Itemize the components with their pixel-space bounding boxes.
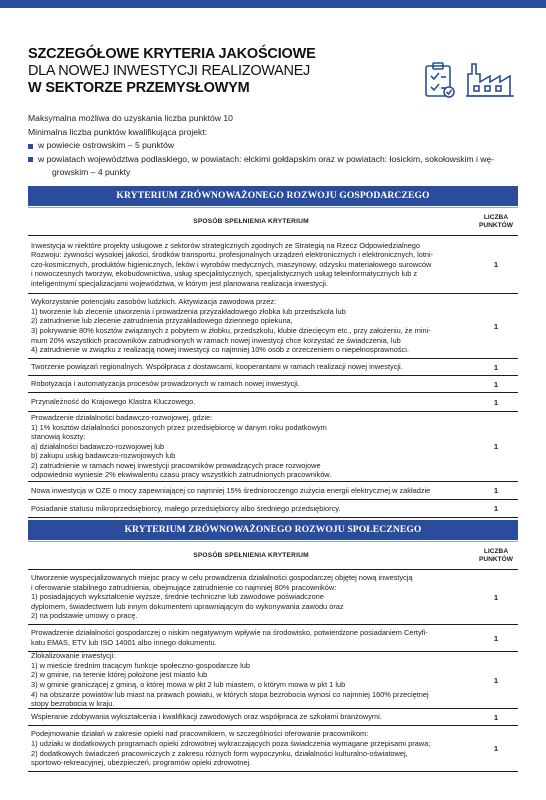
criterion-text: Wspieranie zdobywania wykształcenia i kwalifikacji zawodowych oraz współpraca ze szkołami branżowymi. bbox=[31, 712, 382, 722]
table-row bbox=[28, 294, 518, 359]
criterion-points: 1 bbox=[493, 321, 499, 331]
criterion-text: Inwestycja w niektóre projekty usługowe z sektorów strategicznych zgodnych ze Strategią na Rzecz Odpowiedzialnego Rozwoju: żywności wysokiej jakości, środków transportu, profesjonalnych urządzeń elektronicznych i elektronicznych, lotni- czo-kosmicznych, produktów higienicznych, leków i wyrobów medycznych, maszynowy, odzysku materiałowego surowców i nowoczesnych tworzyw, ekobudownictwa, usług specjalistycznych, specjalistycznych usług teleinformatycznych lub z inteligentnymi specjalizacjami województwa, w którym jest planowana realizacja inwestycji. bbox=[31, 240, 434, 288]
criterion-text: Prowadzenie działalności badawczo-rozwojowej, gdzie: 1) 1% kosztów działalności ponoszonych przez przedsiębiorcę w danym roku podatkowym stanowią koszty: a) działalności badawczo-rozwojowej lub b) zakupu usług badawczo-rozwojowych lub 2) zatrudnienie w ramach nowej inwestycji pracowników prowadzących prace rozwojowe odpowiednio wyniesie 2% ekwiwalentu czasu pracy wszystkich zatrudnionych pracowników. bbox=[31, 412, 332, 480]
criterion-points: 1 bbox=[493, 675, 499, 685]
points-info bbox=[28, 112, 518, 180]
criterion-points: 1 bbox=[493, 379, 499, 389]
bullet-ostrowski: w powiecie ostrowskim – 5 punktów bbox=[28, 139, 518, 153]
title-line-1: SZCZEGÓŁOWE KRYTERIA JAKOŚCIOWE bbox=[28, 46, 316, 62]
header-icons bbox=[422, 60, 522, 100]
criterion-points: 1 bbox=[493, 633, 499, 643]
criterion-text: Posiadanie statusu mikroprzedsiębiorcy, małego przedsiębiorcy albo średniego przedsiębiorcy. bbox=[31, 503, 341, 513]
criterion-text: Utworzenie wyspecjalizowanych miejsc pracy w celu prowadzenia działalności gospodarczej objętej nową inwestycją i oferowanie stabilnego zatrudnienia, obejmujące zatrudnienie co najmniej 80% pracowników: 1) posiadających wykształcenie wyższe, średnie techniczne lub zawodowe poświadczone dyplomem, świadectwem lub innym dokumentem uprawniającym do wykonywania zawodu oraz 2) na podstawie umowy o pracę. bbox=[31, 573, 413, 621]
criterion-points: 1 bbox=[493, 592, 499, 602]
criterion-points: 1 bbox=[493, 260, 499, 269]
bullet-podlaskie-cont: growskim – 4 punkty bbox=[52, 167, 131, 178]
column-header-points: LICZBA PUNKTÓW bbox=[478, 547, 514, 563]
criterion-points: 1 bbox=[493, 362, 499, 372]
criterion-text: Robotyzacja i automatyzacja procesów prowadzonych w ramach nowej inwestycji. bbox=[31, 379, 300, 389]
criteria-table-economic bbox=[28, 207, 518, 518]
criterion-points: 1 bbox=[493, 486, 499, 495]
criterion-text: Przynależność do Krajowego Klastra Kluczowego. bbox=[31, 397, 196, 407]
criterion-text: Wykorzystanie potencjału zasobów ludzkich. Aktywizacja zawodowa przez: 1) tworzenie lub zlecenie utworzenia i prowadzenia przyzakładowego żłobka lub przedszkola lub 2) zatrudnienie lub zlecenie zatrudnienia przyzakładowego dziennego opiekuna, 3) pokrywanie 80% kosztów związanych z pobytem w żłobku, przedszkolu, klubie dziecięcym etc., przy założeniu, że mini- mum 20% wszystkich pracowników zatrudnionych w ramach nowej inwestycji chce korzystać ze świadczenia, lub 4) zatrudnienie w związku z realizacją nowej inwestycji co najmniej 10% osób z orzeczeniem o niepełnosprawności. bbox=[31, 297, 431, 355]
page-title bbox=[28, 46, 408, 97]
title-line-3: W SEKTORZE PRZEMYSŁOWYM bbox=[28, 80, 250, 96]
column-header-method: SPOSÓB SPEŁNIENIA KRYTERIUM bbox=[193, 218, 309, 225]
section-title-economic: KRYTERIUM ZRÓWNOWAŻONEGO ROZWOJU GOSPODARCZEGO bbox=[28, 186, 518, 206]
criterion-text: Nowa inwestycja w OZE o mocy zapewniającej co najmniej 15% średnioroczengo zużycia energii elektrycznej w zakładzie bbox=[31, 485, 431, 495]
criterion-text: Podejmowanie działań w zakresie opieki nad pracownikiem, w szczególności oferowanie pracownikom: 1) udziału w dodatkowych programach opieki zdrowotnej wykraczających poza świadczenia wymagane przepisami prawa; 2) dodatkowych świadczeń pracowniczych z zakresu różnych form wypoczynku, działalności kulturalno-oświatowej, sportowo-rekreacyjnej, ubezpieczeń, programów opieki zdrowotnej. bbox=[31, 729, 431, 768]
criterion-points: 1 bbox=[493, 442, 499, 451]
criterion-text: Tworzenie powiązań regionalnych. Współpraca z dostawcami, kooperantami w ramach realizacji nowej inwestycji. bbox=[31, 362, 403, 372]
criterion-points: 1 bbox=[493, 744, 499, 753]
min-points-text: Minimalna liczba punktów kwalifikująca projekt: bbox=[28, 126, 208, 137]
table-row bbox=[28, 412, 518, 482]
table-row bbox=[28, 570, 518, 625]
column-header-method: SPOSÓB SPEŁNIENIA KRYTERIUM bbox=[193, 552, 309, 559]
table-row bbox=[28, 482, 518, 500]
table-header bbox=[28, 542, 518, 570]
bullet-podlaskie: w powiatach województwa podlaskiego, w powiatach: ełckimi gołdapskim oraz w powiatach: łosickim, sokołowskim i wę- bbox=[28, 153, 518, 167]
max-points-text: Maksymalna możliwa do uzyskania liczba punktów 10 bbox=[28, 113, 233, 123]
factory-icon bbox=[466, 64, 514, 96]
criterion-points: 1 bbox=[493, 712, 499, 722]
table-row bbox=[28, 726, 518, 772]
criterion-points: 1 bbox=[493, 397, 499, 407]
table-row bbox=[28, 376, 518, 393]
section-title-social: KRYTERIUM ZRÓWNOWAŻONEGO ROZWOJU SPOŁECZNEGO bbox=[28, 520, 518, 540]
title-line-2: DLA NOWEJ INWESTYCJI REALIZOWANEJ bbox=[28, 63, 311, 79]
top-accent-bar bbox=[0, 0, 546, 8]
table-header bbox=[28, 208, 518, 236]
criterion-points: 1 bbox=[493, 504, 499, 513]
table-row bbox=[28, 500, 518, 518]
criteria-table-social bbox=[28, 541, 518, 772]
table-row bbox=[28, 236, 518, 294]
criterion-text: Zlokalizowanie inwestycji: 1) w mieście średnim tracącym funkcje społeczno-gospodarcze lub 2) w gminie, na terenie której położone jest miasto lub 3) w gminie graniczącej z gminą, o której mowa w pkt 2 lub miastem, o którym mowa w pkt 1 lub 4) na obszarze powiatów lub miast na prawach powiatu, w których stopa bezrobocia wynosi co najmniej 160% przeciętnej stopy bezrobocia w kraju. bbox=[31, 651, 429, 709]
column-header-points: LICZBA PUNKTÓW bbox=[478, 213, 514, 229]
table-row bbox=[28, 359, 518, 376]
table-row bbox=[28, 709, 518, 726]
criterion-text: Prowadzenie działalności gospodarczej o niskim negatywnym wpływie na środowisko, potwierdzone posiadaniem Certyfi- katu EMAS, ETV lub ISO 14001 albo innego dokumentu. bbox=[31, 628, 428, 647]
table-row bbox=[28, 652, 518, 709]
clipboard-check-icon bbox=[426, 63, 454, 97]
